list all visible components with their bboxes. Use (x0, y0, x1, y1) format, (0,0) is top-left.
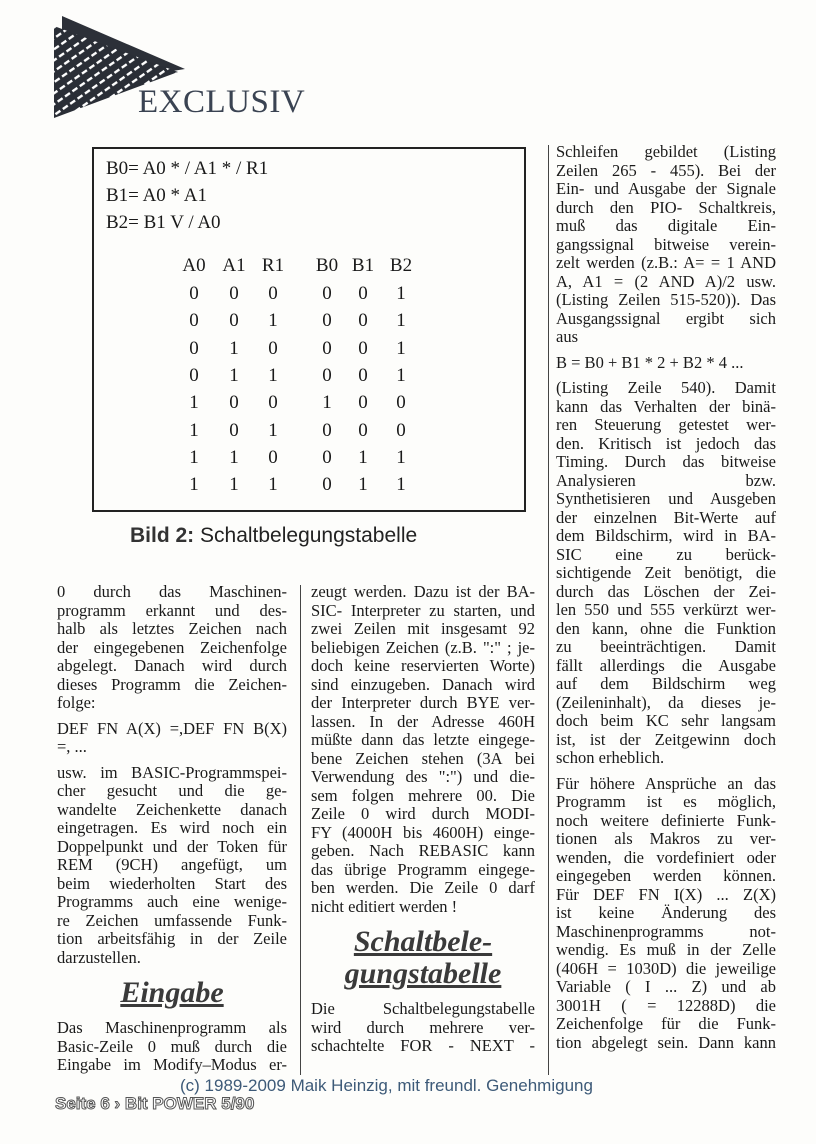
text-line: A, A1 = (2 AND A)/2 usw. (556, 271, 776, 291)
text-line: schachtelte FOR - NEXT - (311, 1036, 535, 1055)
text-line: 3001H ( = 12288D) die (556, 995, 776, 1015)
text-line: re Zeichen umfassende Funk- (57, 910, 287, 930)
text-line: halb als letztes Zeichen nach (57, 619, 287, 638)
text-line: =, ... (57, 737, 87, 756)
text-line: wendig. Es muß in der Zelle (556, 940, 776, 959)
table-cell: 1 (229, 364, 239, 386)
paragraph (556, 775, 776, 1053)
table-cell: 1 (396, 283, 406, 304)
text-line: (Listing Zeile 540). Damit (556, 378, 776, 397)
text-column-1 (57, 583, 287, 1082)
text-line: Zeichenfolge für die Funk- (556, 1014, 776, 1033)
table-cell: 0 (189, 283, 199, 304)
text-line: (406H = 1030D) die jeweilige (556, 958, 776, 978)
paragraph (311, 583, 535, 916)
text-line: durch das Löschen der Zei- (556, 581, 776, 601)
table-cell: 1 (358, 446, 368, 468)
text-line: DEF FN A(X) =,DEF FN B(X) (57, 718, 287, 738)
text-line: SIC eine zu berück- (556, 544, 776, 564)
paragraph (311, 1000, 535, 1056)
text-line: usw. im BASIC-Programmspei- (57, 762, 287, 782)
text-line: (Listing Zeilen 515-520)). Das (556, 290, 776, 309)
paragraph (57, 1019, 287, 1075)
text-line: zwei Zeilen mit insgesamt 92 (311, 619, 535, 638)
caption-text: Schaltbelegungstabelle (194, 524, 418, 547)
text-line: zelt werden (z.B.: A= = 1 AND (556, 253, 776, 272)
text-line: ben werden. Die Zeile 0 darf (311, 878, 535, 897)
table-cell: 1 (268, 310, 278, 332)
text-line: Die Schaltbelegungstabelle (311, 999, 535, 1018)
text-line: lassen. In der Adresse 460H (311, 711, 535, 731)
table-cell: 0 (268, 446, 278, 468)
text-line: der eingegebenen Zeichenfolge (57, 637, 287, 657)
table-cell: 1 (229, 474, 239, 496)
text-line: Basic-Zeile 0 muß durch die (57, 1036, 287, 1056)
text-line: len 550 und 555 verkürzt wer- (556, 600, 776, 619)
text-line: Verwendung des ":") und die- (311, 767, 535, 786)
text-line: doch keine reservierten Worte) (311, 656, 535, 675)
text-line: schon erheblich. (556, 748, 665, 767)
table-cell: 0 (268, 283, 278, 304)
brand-title: EXCLUSIV (138, 84, 306, 120)
text-line: gangssignal bitweise verein- (556, 234, 776, 254)
section-heading (311, 926, 535, 990)
text-line: ist keine Änderung des (556, 903, 776, 922)
text-line: das übrige Programm eingege- (311, 859, 535, 879)
table-cell: 1 (189, 392, 199, 414)
text-line: cher gesucht und die ge- (57, 781, 287, 800)
text-line: abgelegt. Danach wird durch (57, 656, 287, 675)
text-line: Für höhere Ansprüche an das (556, 773, 776, 793)
heading-line: Eingabe (120, 976, 224, 1009)
table-header: A1 (222, 255, 246, 276)
text-line: Programms auch eine wenige- (57, 892, 287, 911)
text-line: beliebigen Zeichen (z.B. ":" ; je- (311, 637, 535, 657)
table-cell: 0 (322, 474, 332, 496)
table-cell: 0 (229, 310, 239, 332)
text-line: ist, ist der Zeitgewinn doch (556, 729, 776, 749)
table-cell: 1 (396, 364, 406, 386)
table-cell: 0 (396, 419, 406, 441)
table-header: B1 (351, 255, 375, 276)
table-cell: 0 (229, 419, 239, 441)
table-cell: 1 (396, 474, 406, 496)
table-cell: 1 (229, 446, 239, 468)
text-line: beim wiederholten Start des (57, 873, 287, 893)
text-line: FY (4000H bis 4600H) einge- (311, 822, 535, 842)
text-line: SIC- Interpreter zu starten, und (311, 600, 535, 620)
table-cell: 1 (268, 474, 278, 496)
table-cell: 1 (268, 419, 278, 441)
page-footer: Seite 6 › Bit POWER 5/90 (55, 1094, 255, 1113)
text-line: der einzelnen Bit-Werte auf (556, 507, 776, 527)
text-line: geben. Nach REBASIC kann (311, 841, 535, 860)
table-cell: 1 (229, 337, 239, 359)
column-divider (548, 145, 549, 1075)
table-cell: 0 (358, 364, 368, 386)
text-line: ren Steuerung getestet wer- (556, 415, 776, 434)
text-line: fällt allerdings die Ausgabe (556, 655, 776, 675)
heading-line: Schaltbele- (353, 925, 493, 958)
text-line: nicht editiert werden ! (311, 896, 458, 916)
table-cell: 0 (396, 392, 406, 414)
table-cell: 1 (396, 446, 406, 468)
table-cell: 0 (268, 392, 278, 414)
text-line: eingegeben werden können. (556, 866, 776, 885)
text-line: (Zeileninhalt), da dieses je- (556, 692, 776, 712)
text-line: durch den PIO- Schaltkreis, (556, 197, 776, 217)
text-line: Synthetisieren und Ausgeben (556, 489, 776, 508)
text-line: wandelte Zeichenkette danach (57, 799, 287, 819)
text-line: noch weitere definierte Funk- (556, 810, 776, 830)
table-cell: 0 (322, 337, 332, 359)
table-cell: 0 (358, 337, 368, 359)
text-line: Eingabe im Modify–Modus er- (57, 1055, 287, 1074)
text-column-2 (311, 583, 535, 1063)
text-line: der Interpreter durch BYE ver- (311, 693, 535, 712)
text-line: bene Zeichen stehen (3A bei (311, 748, 535, 768)
text-line: aus (556, 327, 578, 346)
column-divider (300, 585, 301, 1075)
paragraph (57, 720, 287, 757)
text-line: Doppelpunkt und der Token für (57, 836, 287, 856)
text-line: Zeilen 265 - 455). Bei der (556, 160, 776, 180)
text-line: programm erkannt und des- (57, 600, 287, 620)
text-line: Ein- und Ausgabe der Signale (556, 179, 776, 198)
equation-b2: B2= B1 V / A0 (106, 212, 221, 233)
table-cell: 0 (189, 364, 199, 386)
table-cell: 0 (189, 337, 199, 359)
text-line: den kann, ohne die Funktion (556, 618, 776, 638)
table-cell: 0 (229, 392, 239, 414)
text-line: Analysieren bzw. (556, 470, 776, 490)
text-line: wenden, die vordefiniert oder (556, 847, 776, 867)
table-header: A0 (182, 255, 206, 276)
section-heading (57, 977, 287, 1009)
table-header: B0 (315, 255, 339, 276)
table-cell: 0 (358, 419, 368, 441)
text-line: zeugt werden. Dazu ist der BA- (311, 582, 535, 601)
text-line: dieses Programm die Zeichen- (57, 674, 287, 694)
text-line: den. Kritisch ist jedoch das (556, 433, 776, 453)
paragraph (556, 143, 776, 347)
paragraph (556, 379, 776, 768)
text-line: Maschinenprogramms not- (556, 921, 776, 941)
table-cell: 1 (189, 446, 199, 468)
text-line: Ausgangssignal ergibt sich (556, 308, 776, 328)
text-line: Programm ist es möglich, (556, 792, 776, 811)
table-cell: 0 (322, 419, 332, 441)
table-cell: 0 (268, 337, 278, 359)
text-line: 0 durch das Maschinen- (57, 582, 287, 601)
text-line: müßte dann das letzte eingege- (311, 730, 535, 749)
text-line: Für DEF FN I(X) ... Z(X) (556, 884, 776, 904)
table-cell: 1 (358, 474, 368, 496)
text-line: sind einzugeben. Danach wird (311, 674, 535, 694)
table-cell: 1 (189, 474, 199, 496)
table-cell: 1 (322, 392, 332, 414)
text-line: auf dem Bildschirm weg (556, 674, 776, 693)
copyright-notice: (c) 1989-2009 Maik Heinzig, mit freundl. Genehmigung (180, 1076, 593, 1095)
table-cell: 0 (229, 283, 239, 304)
text-line: sem folgen mehrere 00. Die (311, 785, 535, 805)
figure-box (92, 147, 526, 512)
text-line: tion arbeitsfähig in der Zeile (57, 929, 287, 948)
text-line: REM (9CH) angefügt, um (57, 855, 287, 874)
text-column-3 (556, 143, 776, 1059)
text-line: sichtigende Zeit benötigt, die (556, 563, 776, 582)
table-cell: 0 (189, 310, 199, 332)
table-cell: 0 (322, 283, 332, 304)
table-cell: 1 (189, 419, 199, 441)
text-line: wird durch mehrere ver- (311, 1017, 535, 1037)
paragraph (57, 764, 287, 968)
text-line: Variable ( I ... Z) und ab (556, 977, 776, 996)
text-line: B = B0 + B1 * 2 + B2 * 4 ... (556, 352, 744, 372)
heading-line: gungstabelle (344, 957, 502, 990)
paragraph (57, 583, 287, 713)
text-line: folge: (57, 693, 96, 712)
table-cell: 0 (322, 364, 332, 386)
table-cell: 0 (358, 283, 368, 304)
text-line: doch beim KC sehr langsam (556, 711, 776, 730)
table-cell: 1 (396, 310, 406, 332)
text-line: Timing. Durch das bitweise (556, 452, 776, 471)
figure-caption (130, 524, 417, 548)
equation-b1: B1= A0 * A1 (106, 185, 207, 206)
table-cell: 0 (322, 310, 332, 332)
table-header: B2 (389, 255, 413, 276)
table-cell: 0 (358, 310, 368, 332)
text-line: eingetragen. Es wird noch ein (57, 818, 287, 837)
caption-label: Bild 2: (130, 524, 195, 547)
text-line: kann das Verhalten der binä- (556, 396, 776, 416)
text-line: zu beeinträchtigen. Damit (556, 637, 776, 656)
text-line: Zeile 0 wird durch MODI- (311, 804, 535, 823)
paragraph (556, 354, 776, 373)
text-line: Das Maschinenprogramm als (57, 1018, 287, 1037)
text-line: dem Bildschirm, wird in BA- (556, 526, 776, 545)
text-line: muß das digitale Ein- (556, 216, 776, 235)
text-line: darzustellen. (57, 947, 141, 967)
table-cell: 0 (358, 392, 368, 414)
table-header: R1 (261, 255, 285, 276)
table-cell: 1 (396, 337, 406, 359)
text-line: Schleifen gebildet (Listing (556, 142, 776, 161)
text-line: tionen als Makros zu ver- (556, 829, 776, 848)
text-line: tion abgelegt sein. Dann kann (556, 1032, 776, 1052)
equation-b0: B0= A0 * / A1 * / R1 (106, 158, 269, 179)
table-cell: 1 (268, 364, 278, 386)
table-cell: 0 (322, 446, 332, 468)
